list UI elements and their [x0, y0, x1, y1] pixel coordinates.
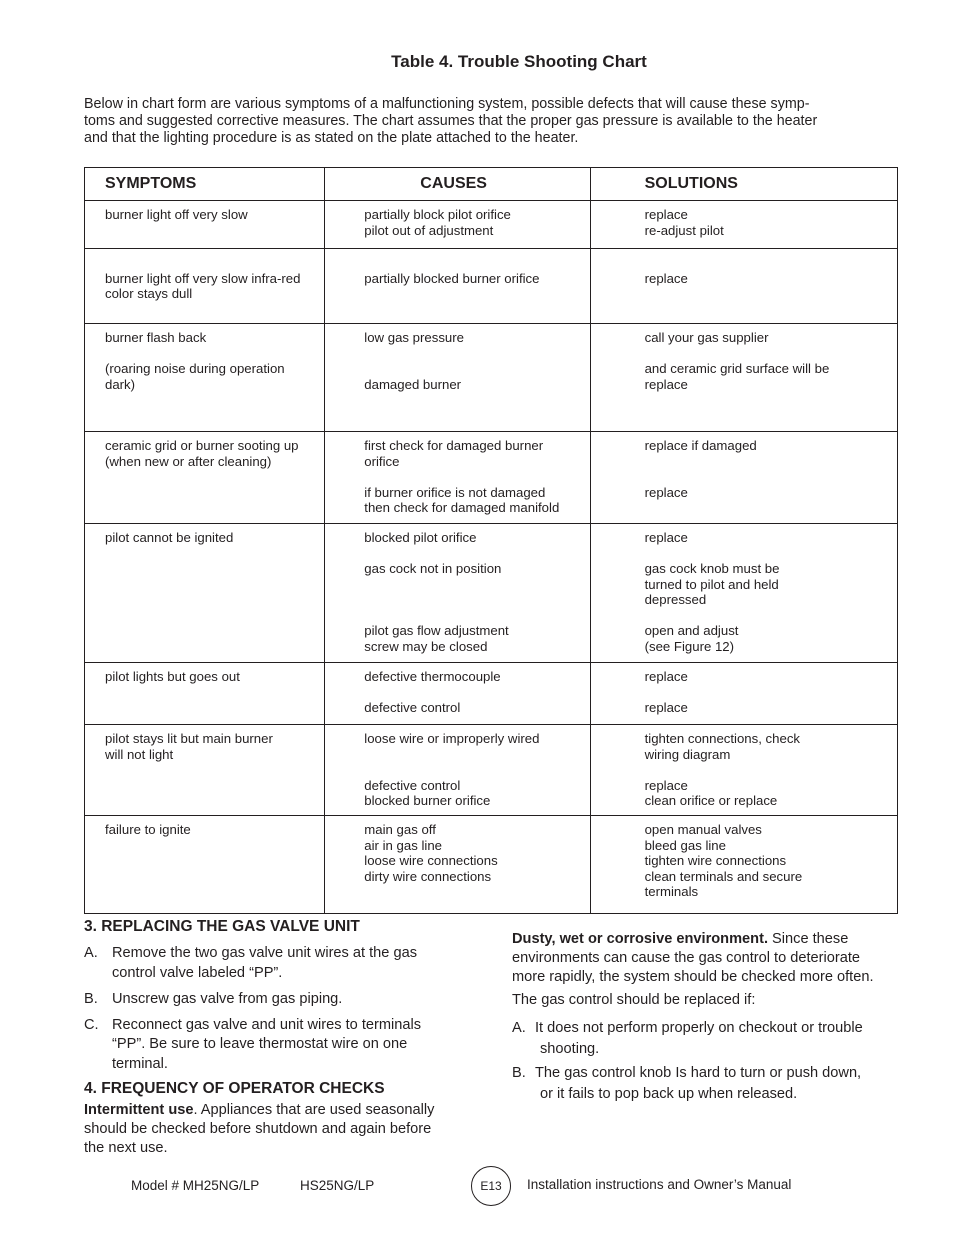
- cell-line: [645, 469, 889, 485]
- intro-line: toms and suggested corrective measures. The chart assumes that the proper gas pressure is available to the heater: [84, 113, 818, 129]
- cell-line: air in gas line: [364, 837, 442, 853]
- cell-line: partially blocked burner orifice: [364, 270, 540, 286]
- footer-manual-title: Installation instructions and Owner’s Manual: [527, 1177, 792, 1192]
- dusty-paragraph: [512, 930, 912, 987]
- cell-line: re-adjust pilot: [644, 222, 724, 238]
- cell-line: failure to ignite: [105, 822, 191, 837]
- cell-line: open and adjust: [644, 623, 739, 638]
- replace-item-b: [512, 1063, 912, 1105]
- header-symptoms: SYMPTOMS: [85, 168, 325, 201]
- cell-line: clean orifice or replace: [644, 793, 778, 808]
- symptom-cell: [85, 249, 325, 324]
- cell-line: turned to pilot and held: [644, 576, 779, 592]
- cell-line: bleed gas line: [644, 837, 726, 853]
- para-text: . Appliances that are used seasonally: [193, 1102, 435, 1118]
- symptom-cell: [85, 524, 325, 663]
- footer-model-2: HS25NG/LP: [300, 1178, 375, 1193]
- cell-line: replace: [644, 700, 688, 715]
- cell-line: ceramic grid or burner sooting up: [105, 438, 299, 453]
- cause-cell: [325, 816, 590, 914]
- solution-cell: [590, 663, 897, 725]
- intro-line: Below in chart form are various symptoms of a malfunctioning system, possible defects that will cause these symp-: [84, 96, 810, 112]
- item-line: “PP”. Be sure to leave thermostat wire on one: [112, 1036, 408, 1052]
- cell-line: [364, 546, 581, 562]
- cell-line: blocked burner orifice: [364, 793, 491, 808]
- item-label: A.: [84, 945, 98, 961]
- solution-cell: [590, 725, 897, 816]
- table-header-row: [85, 168, 898, 201]
- cell-line: then check for damaged manifold: [364, 500, 560, 515]
- cell-line: main gas off: [364, 822, 436, 837]
- cell-line: [645, 454, 889, 470]
- symptom-cell: [85, 816, 325, 914]
- cause-cell: [325, 324, 590, 432]
- table-row: [85, 524, 898, 663]
- item-line: shooting.: [540, 1041, 600, 1057]
- item-a: [84, 944, 484, 983]
- item-line: Unscrew gas valve from gas piping.: [112, 991, 343, 1007]
- cause-cell: [325, 432, 590, 524]
- trouble-shooting-table: [84, 167, 898, 914]
- cell-line: pilot cannot be ignited: [105, 530, 234, 545]
- section-replacing-gas-valve: [84, 918, 484, 1074]
- symptom-cell: [85, 324, 325, 432]
- cell-line: [364, 255, 581, 271]
- table-row: [85, 324, 898, 432]
- cell-line: defective thermocouple: [364, 669, 501, 684]
- intro-line: and that the lighting procedure is as stated on the plate attached to the heater.: [84, 130, 579, 146]
- cell-line: [364, 346, 581, 362]
- item-line: It does not perform properly on checkout or trouble: [535, 1020, 863, 1036]
- cell-line: [645, 685, 889, 701]
- cell-line: replace: [644, 270, 688, 286]
- symptom-cell: [85, 432, 325, 524]
- cell-line: gas cock knob must be: [644, 561, 780, 576]
- section-frequency-checks: [84, 1080, 484, 1158]
- solution-cell: [590, 324, 897, 432]
- cell-line: tighten connections, check: [644, 731, 801, 746]
- cell-line: [105, 408, 316, 424]
- item-line: control valve labeled “PP”.: [112, 964, 283, 981]
- cell-line: blocked pilot orifice: [364, 530, 477, 545]
- table-row: [85, 816, 898, 914]
- cell-line: [645, 546, 889, 562]
- cause-cell: [325, 201, 590, 249]
- cell-line: [105, 255, 316, 271]
- footer-model: Model # MH25NG/LP: [131, 1178, 260, 1193]
- symptom-cell: [85, 201, 325, 249]
- item-line: Remove the two gas valve unit wires at the gas: [112, 945, 418, 961]
- cell-line: defective control: [364, 777, 461, 793]
- cell-line: and ceramic grid surface will be: [644, 361, 830, 376]
- cell-line: [364, 608, 581, 624]
- item-c: [84, 1016, 484, 1075]
- cell-line: replace: [644, 777, 688, 793]
- cell-line: loose wire connections: [364, 853, 498, 868]
- cell-line: color stays dull: [105, 286, 193, 301]
- symptom-cell: [85, 725, 325, 816]
- right-column: [512, 930, 912, 1105]
- intermittent-paragraph: [84, 1101, 484, 1158]
- cell-line: [645, 608, 889, 624]
- item-line: or it fails to pop back up when released.: [540, 1086, 798, 1102]
- cell-line: (when new or after cleaning): [105, 453, 272, 469]
- table-row: [85, 201, 898, 249]
- cell-line: [364, 685, 581, 701]
- cell-line: replace: [644, 207, 688, 222]
- cell-line: wiring diagram: [644, 746, 731, 762]
- cell-line: defective control: [364, 700, 461, 715]
- cause-cell: [325, 663, 590, 725]
- cell-line: replace: [644, 376, 688, 392]
- header-solutions: SOLUTIONS: [590, 168, 897, 201]
- cell-line: loose wire or improperly wired: [364, 731, 540, 746]
- cell-line: replace: [644, 484, 688, 500]
- table-row: [85, 249, 898, 324]
- item-line: terminal.: [112, 1055, 168, 1072]
- cell-line: [364, 361, 581, 377]
- cell-line: pilot stays lit but main burner: [105, 731, 273, 746]
- intro-paragraph: [84, 96, 894, 147]
- cell-line: first check for damaged burner: [364, 438, 544, 453]
- cause-cell: [325, 524, 590, 663]
- solution-cell: [590, 524, 897, 663]
- solution-cell: [590, 816, 897, 914]
- cell-line: [105, 302, 316, 318]
- cell-line: burner flash back: [105, 330, 207, 345]
- cell-line: orifice: [364, 453, 400, 469]
- item-label: A.: [512, 1020, 526, 1036]
- cell-line: [105, 392, 316, 408]
- cause-cell: [325, 725, 590, 816]
- cell-line: replace if damaged: [644, 438, 757, 453]
- table-title: Table 4. Trouble Shooting Chart: [391, 52, 647, 71]
- cell-line: [645, 762, 889, 778]
- cell-line: burner light off very slow: [105, 207, 248, 222]
- replace-item-a: [512, 1018, 912, 1060]
- solution-cell: [590, 201, 897, 249]
- cell-line: [645, 255, 889, 271]
- dusty-label: Dusty, wet or corrosive environment.: [512, 931, 768, 947]
- cell-line: call your gas supplier: [644, 330, 769, 345]
- para-line: should be checked before shutdown and again before: [84, 1121, 432, 1137]
- para-line: the next use.: [84, 1140, 168, 1156]
- solution-cell: [590, 249, 897, 324]
- cell-line: dirty wire connections: [364, 868, 492, 884]
- cell-line: burner light off very slow infra-red: [105, 270, 301, 286]
- table-body: [85, 201, 898, 914]
- cell-line: screw may be closed: [364, 638, 488, 654]
- cell-line: damaged burner: [364, 376, 462, 392]
- cell-line: replace: [644, 530, 688, 545]
- page-number-badge: E13: [471, 1166, 511, 1206]
- cell-line: depressed: [644, 592, 707, 607]
- item-line: Reconnect gas valve and unit wires to terminals: [112, 1016, 422, 1033]
- item-label: B.: [84, 991, 98, 1007]
- cell-line: replace: [644, 669, 688, 684]
- cell-line: dark): [105, 376, 136, 392]
- intermittent-label: Intermittent use: [84, 1102, 194, 1118]
- cell-line: [364, 762, 581, 778]
- cell-line: clean terminals and secure: [644, 868, 803, 884]
- cell-line: [645, 346, 889, 362]
- cell-line: tighten wire connections: [644, 853, 787, 868]
- para-line: environments can cause the gas control to deteriorate: [512, 950, 861, 966]
- cell-line: (see Figure 12): [644, 638, 735, 654]
- table-row: [85, 663, 898, 725]
- item-label: B.: [512, 1065, 526, 1081]
- cell-line: pilot gas flow adjustment: [364, 623, 509, 638]
- symptom-cell: [85, 663, 325, 725]
- cell-line: pilot out of adjustment: [364, 222, 494, 238]
- para-line: more rapidly, the system should be checked more often.: [512, 969, 874, 985]
- cell-line: [364, 469, 581, 485]
- header-causes: CAUSES: [325, 168, 590, 201]
- cell-line: partially block pilot orifice: [364, 207, 511, 222]
- table-row: [85, 432, 898, 524]
- section-heading: 3. REPLACING THE GAS VALVE UNIT: [84, 918, 360, 935]
- solution-cell: [590, 432, 897, 524]
- cell-line: if burner orifice is not damaged: [364, 484, 546, 500]
- cell-line: low gas pressure: [364, 330, 464, 345]
- cell-line: [364, 577, 581, 593]
- replace-intro: The gas control should be replaced if:: [512, 992, 756, 1008]
- cell-line: gas cock not in position: [364, 561, 502, 576]
- cell-line: [105, 346, 316, 362]
- table-row: [85, 725, 898, 816]
- item-line: The gas control knob Is hard to turn or push down,: [535, 1065, 862, 1081]
- item-b: [84, 990, 484, 1010]
- cause-cell: [325, 249, 590, 324]
- cell-line: open manual valves: [644, 822, 762, 837]
- para-text: Since these: [768, 931, 849, 947]
- cell-line: will not light: [105, 746, 174, 762]
- cell-line: [364, 592, 581, 608]
- cell-line: (roaring noise during operation: [105, 361, 285, 376]
- cell-line: pilot lights but goes out: [105, 669, 240, 684]
- cell-line: [364, 747, 581, 763]
- section-heading: 4. FREQUENCY OF OPERATOR CHECKS: [84, 1080, 385, 1097]
- item-label: C.: [84, 1016, 99, 1033]
- cell-line: terminals: [644, 884, 699, 899]
